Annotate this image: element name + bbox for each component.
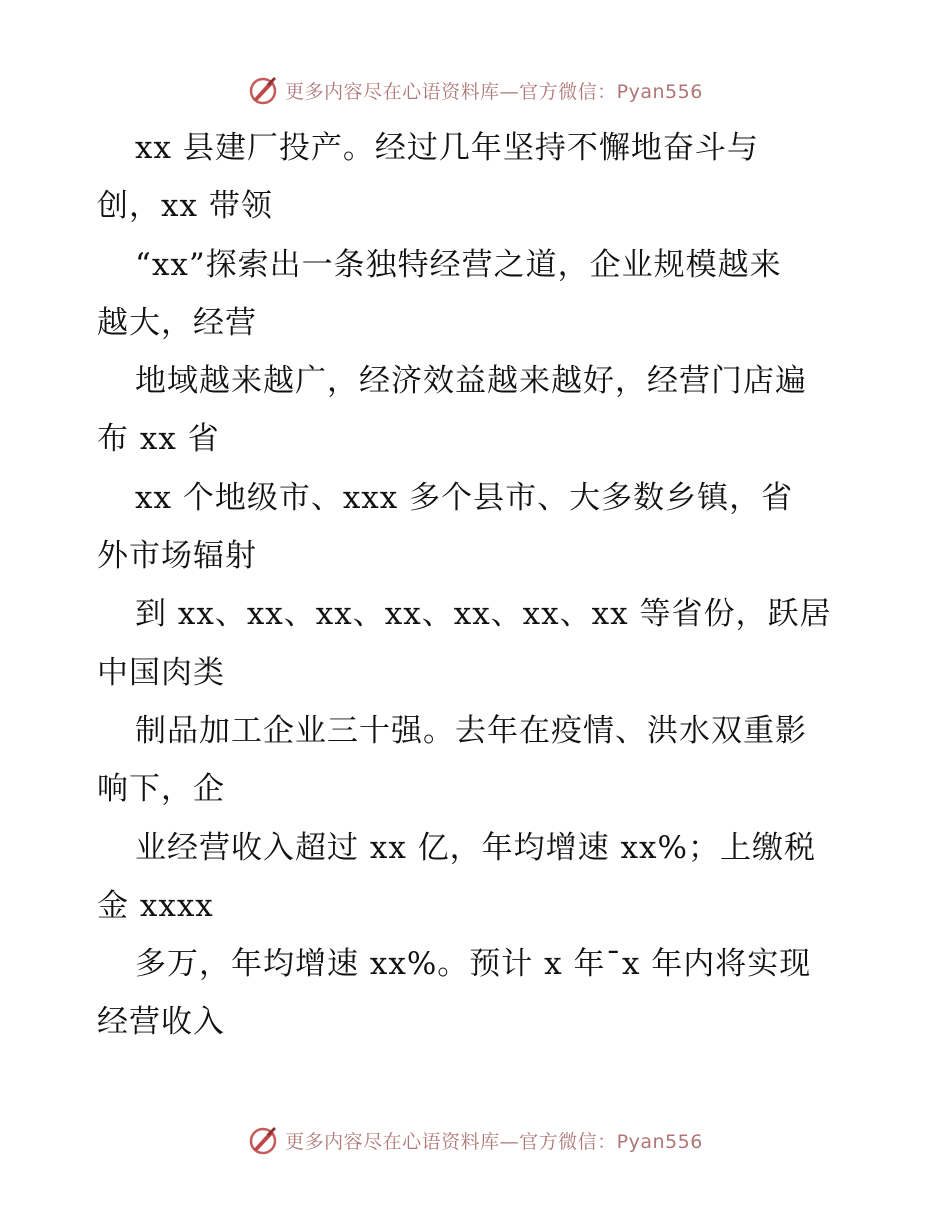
text-line: 响下，企 xyxy=(97,771,225,808)
text-line: 到 xx、xx、xx、xx、xx、xx、xx 等省份，跃居 xyxy=(135,596,832,633)
text-line: xx 个地级市、xxx 多个县市、大多数乡镇，省 xyxy=(135,479,794,516)
header-watermark xyxy=(0,70,950,110)
text-line: 金 xxxx xyxy=(97,887,214,924)
quill-logo-icon xyxy=(247,1124,279,1156)
text-line: 布 xx 省 xyxy=(97,421,220,458)
text-line: 越大，经营 xyxy=(97,304,257,341)
text-line: “xx”探索出一条独特经营之道，企业规模越来 xyxy=(135,246,782,283)
text-line: 业经营收入超过 xx 亿，年均增速 xx%；上缴税 xyxy=(135,829,816,866)
text-line: 外市场辐射 xyxy=(97,538,257,575)
watermark-wechat-id: Pyan556 xyxy=(616,1130,703,1153)
text-line: 中国肉类 xyxy=(97,654,225,691)
text-line: 地域越来越广，经济效益越来越好，经营门店遍 xyxy=(135,363,807,400)
document-body xyxy=(97,119,857,1052)
quill-logo-icon xyxy=(247,74,279,106)
text-line: 经营收入 xyxy=(97,1004,225,1041)
watermark-wechat-id: Pyan556 xyxy=(616,80,703,103)
watermark-text: 更多内容尽在心语资料库—官方微信：Pyan556 xyxy=(285,1130,703,1153)
watermark-text: 更多内容尽在心语资料库—官方微信：Pyan556 xyxy=(285,80,703,103)
text-line: 制品加工企业三十强。去年在疫情、洪水双重影 xyxy=(135,712,807,749)
text-line: 多万，年均增速 xx%。预计 x 年¯x 年内将实现 xyxy=(135,946,812,983)
text-line: xx 县建厂投产。经过几年坚持不懈地奋斗与 xyxy=(135,130,759,166)
footer-watermark xyxy=(0,1120,950,1160)
text-line: 创，xx 带领 xyxy=(97,188,273,225)
